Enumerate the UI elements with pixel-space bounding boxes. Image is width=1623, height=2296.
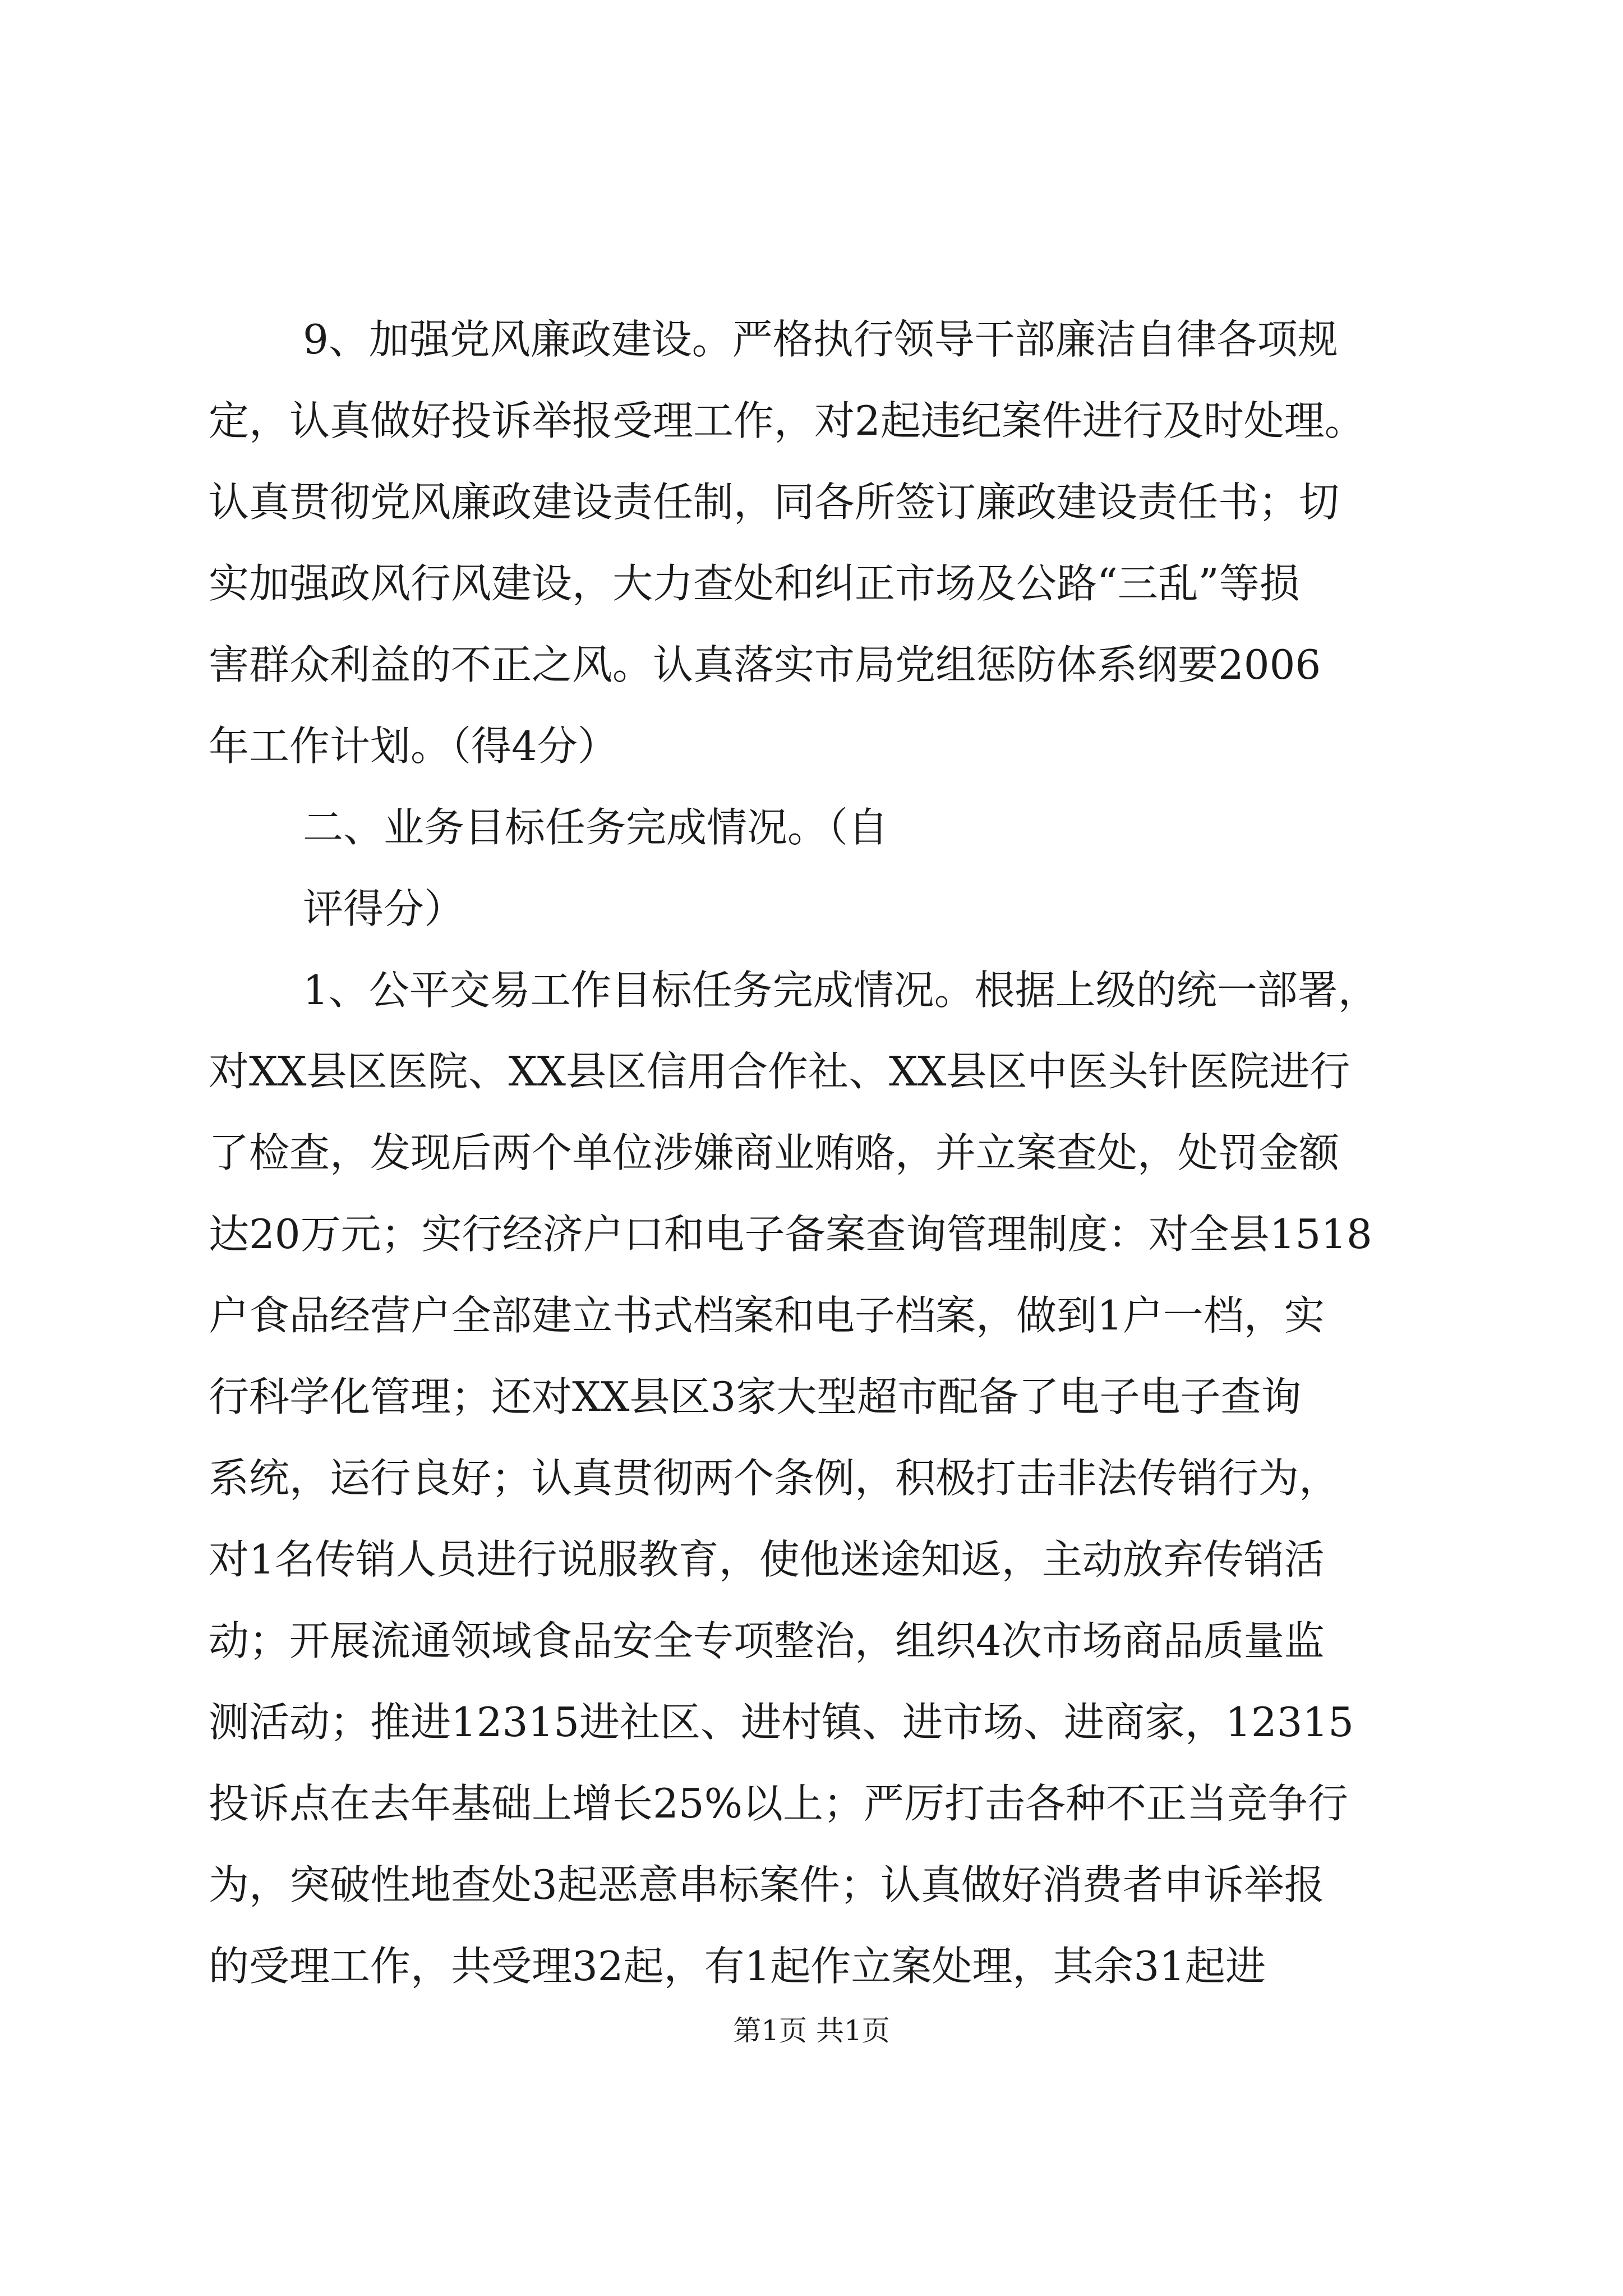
text-line-12: 达20万元；实行经济户口和电子备案查询管理制度：对全县1518 bbox=[209, 1211, 1372, 1258]
text-line-6: 年工作计划。（得4分） bbox=[209, 723, 618, 770]
text-line-10: 对XX县区医院、XX县区信用合作社、XX县区中医头针医院进行 bbox=[209, 1048, 1350, 1095]
text-line-7: 二、业务目标任务完成情况。（自 bbox=[303, 804, 889, 851]
text-line-21: 的受理工作，共受理32起，有1起作立案处理，其余31起进 bbox=[209, 1943, 1266, 1990]
text-line-19: 投诉点在去年基础上增长25%以上；严厉打击各种不正当竞争行 bbox=[209, 1780, 1349, 1827]
page-footer: 第1页 共1页 bbox=[733, 2014, 890, 2047]
text-line-18: 测活动；推进12315进社区、进村镇、进市场、进商家，12315 bbox=[209, 1699, 1354, 1746]
text-line-11: 了检查，发现后两个单位涉嫌商业贿赂，并立案查处，处罚金额 bbox=[209, 1129, 1340, 1176]
text-line-1: 9、加强党风廉政建设。严格执行领导干部廉洁自律各项规 bbox=[303, 316, 1338, 363]
text-line-16: 对1名传销人员进行说服教育，使他迷途知返，主动放弃传销活 bbox=[209, 1536, 1325, 1583]
text-line-20: 为，突破性地查处3起恶意串标案件；认真做好消费者申诉举报 bbox=[209, 1861, 1325, 1908]
text-line-3: 认真贯彻党风廉政建设责任制，同各所签订廉政建设责任书；切 bbox=[209, 478, 1340, 526]
text-line-9: 1、公平交易工作目标任务完成情况。根据上级的统一部署， bbox=[303, 967, 1378, 1014]
text-line-4: 实加强政风行风建设，大力查处和纠正市场及公路“三乱”等损 bbox=[209, 560, 1300, 607]
text-line-5: 害群众利益的不正之风。认真落实市局党组惩防体系纲要2006 bbox=[209, 641, 1321, 688]
text-line-17: 动；开展流通领域食品安全专项整治，组织4次市场商品质量监 bbox=[209, 1617, 1325, 1664]
text-line-15: 系统，运行良好；认真贯彻两个条例，积极打击非法传销行为， bbox=[209, 1455, 1340, 1502]
text-line-8: 评得分） bbox=[303, 885, 465, 932]
text-line-14: 行科学化管理；还对XX县区3家大型超市配备了电子电子查询 bbox=[209, 1373, 1302, 1420]
text-line-13: 户食品经营户全部建立书式档案和电子档案，做到1户一档，实 bbox=[209, 1292, 1325, 1339]
text-line-2: 定，认真做好投诉举报受理工作，对2起违纪案件进行及时处理。 bbox=[209, 397, 1365, 444]
